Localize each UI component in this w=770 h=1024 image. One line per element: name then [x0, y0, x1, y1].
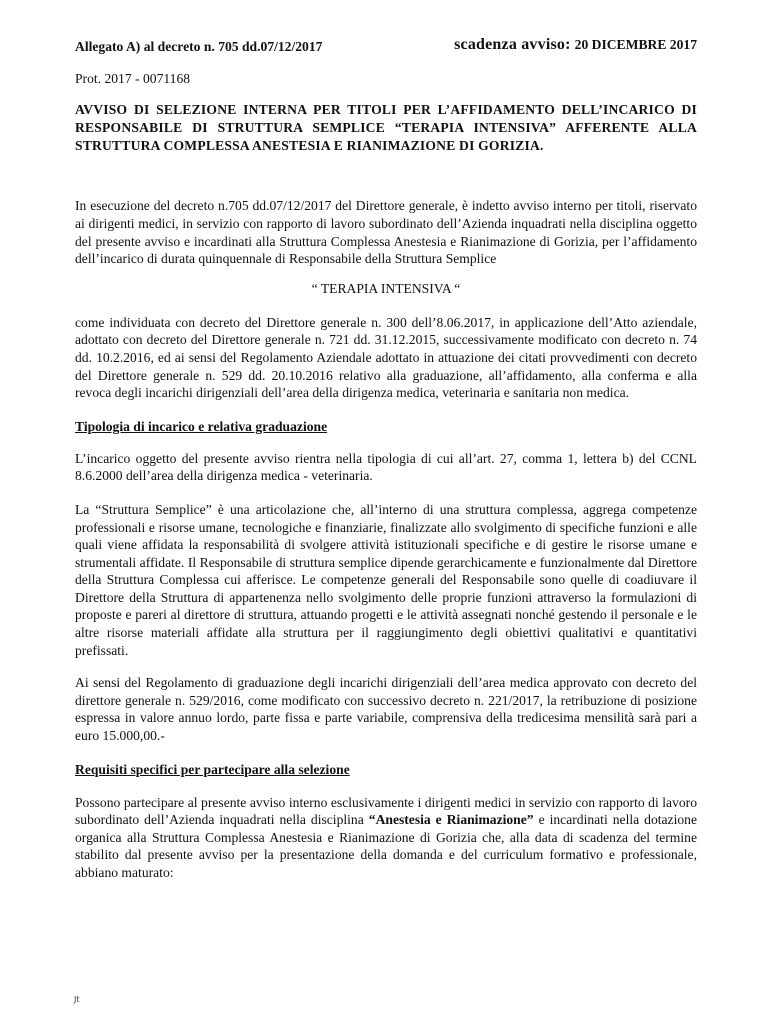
protocol-number: Prot. 2017 - 0071168: [75, 71, 191, 86]
struttura-name: “ TERAPIA INTENSIVA “: [311, 280, 461, 296]
deadline-label: scadenza avviso:: [454, 36, 571, 53]
requisiti-paragraph: [75, 794, 697, 882]
requisiti-text-end: e incardinati nella dotazione organica alla Struttura Complessa Anestesia e Rianimazione di Gorizia che, alla data di scadenza del termine stabilito dal presente avviso per la presentazione della domanda e del curriculum formativo e professionale, abbiano maturato:: [75, 812, 697, 881]
document-header: [75, 36, 697, 58]
requisiti-text-start: Possono partecipare al presente avviso interno esclusivamente i dirigenti medici in servizio con rapporto di lavoro subordinato dell’Azienda inquadrati nella disciplina: [75, 794, 697, 828]
tipologia-paragraph-1: L’incarico oggetto del presente avviso rientra nella tipologia di cui all’art. 27, comma 1, lettera b) del CCNL 8.6.2000 dell’area della dirigenza medica - veterinaria.: [75, 450, 697, 484]
allegato-reference: Allegato A) al decreto n. 705 dd.07/12/2017: [75, 39, 323, 54]
section-heading-requisiti: Requisiti specifici per partecipare alla selezione: [75, 761, 350, 777]
reference-paragraph: come individuata con decreto del Direttore generale n. 300 dell’8.06.2017, in applicazione dell’Atto aziendale, adottato con decreto del Direttore generale n. 721 dd. 31.12.2015, successivamente modificato con decreto n. 74 dd. 10.2.2016, ed ai sensi del Regolamento Aziendale adottato in attuazione dei citati provvedimenti con decreto del Direttore generale n. 529 dd. 20.10.2016 relativo alla graduazione, all’affidamento, alla conferma e alla revoca degli incarichi dirigenziali dell’area della dirigenza medica, veterinaria e sanitaria non medica.: [75, 314, 697, 401]
tipologia-paragraph-2: La “Struttura Semplice” è una articolazione che, all’interno di una struttura complessa, aggrega competenze professionali e risorse umane, tecnologiche e finanziarie, finalizzate allo svolgimento di specifiche funzioni e alle quali viene affidata la responsabilità di svolgere attività istituzionali specifiche e di gestire le risorse umane e strumentali affidate. Il Responsabile di struttura semplice dipende gerarchicamente e funzionalmente dal Direttore della Struttura Complessa cui afferisce. Le competenze generali del Responsabile sono quelle di coadiuvare il Direttore della Struttura di appartenenza nello svolgimento delle proprie funzioni attraverso la formulazioni di proposte e pareri al direttore di struttura, attuando progetti e le attività assegnati nonché gestendo il personale e le altre risorse materiali affidate alla struttura per il raggiungimento degli obiettivi qualitativi e quantitativi prefissati.: [75, 501, 697, 658]
intro-paragraph: In esecuzione del decreto n.705 dd.07/12/2017 del Direttore generale, è indetto avviso interno per titoli, riservato ai dirigenti medici, in servizio con rapporto di lavoro subordinato dell’Azienda inquadrati nella disciplina oggetto del presente avviso e incardinati alla Struttura Complessa Anestesia e Rianimazione di Gorizia, per l’affidamento dell’incarico di durata quinquennale di Responsabile della Struttura Semplice: [75, 198, 697, 267]
deadline-notice: [454, 36, 697, 54]
footer-mark: Jt: [74, 995, 80, 1004]
document-page: [75, 36, 697, 882]
discipline-name: “Anestesia e Rianimazione”: [368, 812, 534, 828]
section-heading-tipologia: Tipologia di incarico e relativa graduazione: [75, 418, 328, 434]
deadline-date: 20 DICEMBRE 2017: [574, 37, 697, 52]
tipologia-paragraph-3: Ai sensi del Regolamento di graduazione degli incarichi dirigenziali dell’area medica approvato con decreto del direttore generale n. 529/2016, come modificato con successivo decreto n. 221/2017, la retribuzione di posizione espressa in valore annuo lordo, parte fissa e parte variabile, comprensiva della tredicesima mensilità sarà pari a euro 15.000,00.-: [75, 675, 697, 744]
document-title: AVVISO DI SELEZIONE INTERNA PER TITOLI PER L’AFFIDAMENTO DELL’INCARICO DI RESPONSABILE DI STRUTTURA SEMPLICE “TERAPIA INTENSIVA” AFFERENTE ALLA STRUTTURA COMPLESSA ANESTESIA E RIANIMAZIONE DI GORIZIA.: [75, 102, 697, 153]
